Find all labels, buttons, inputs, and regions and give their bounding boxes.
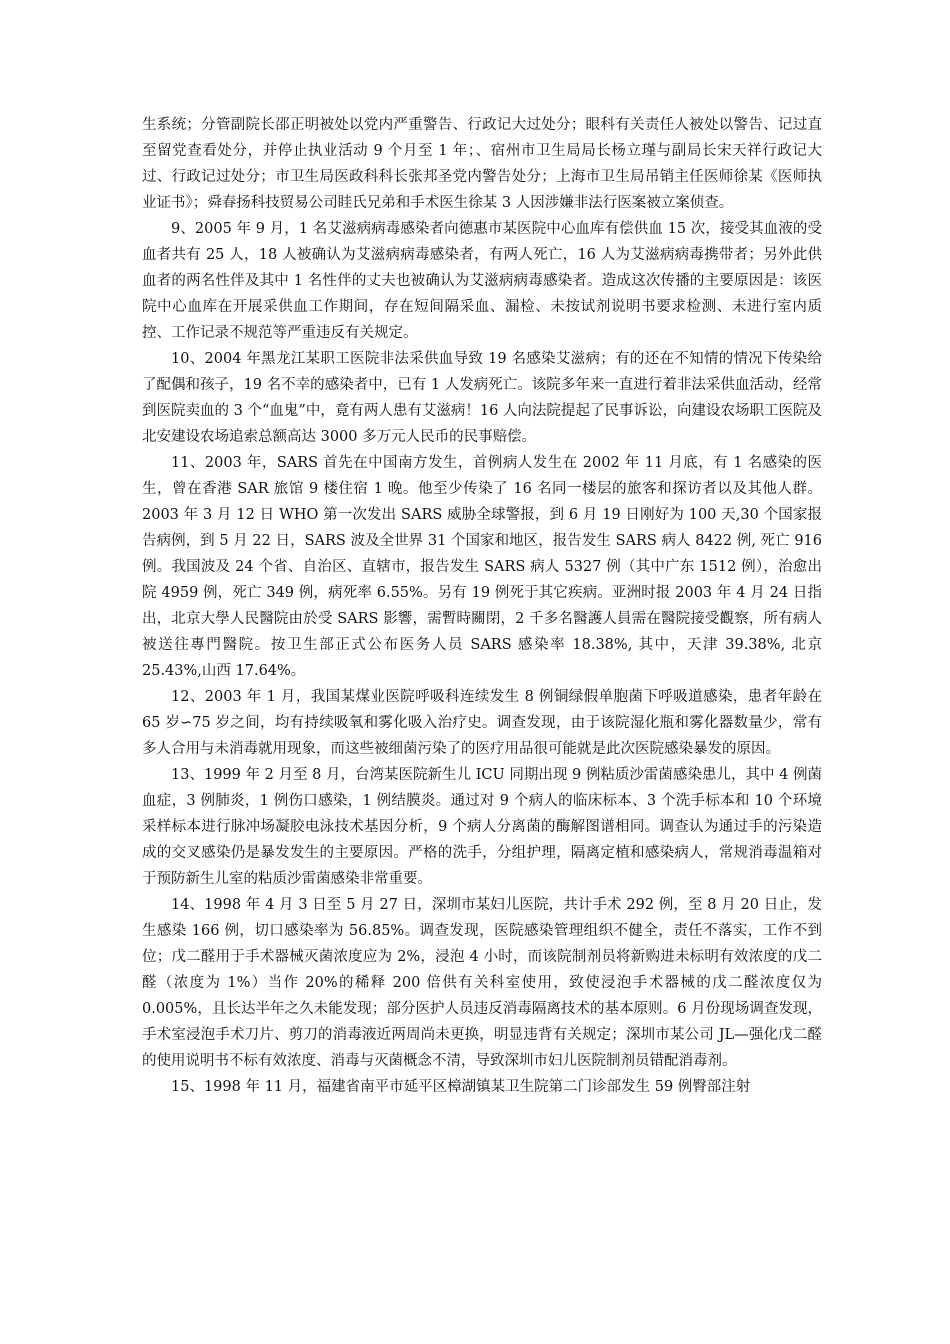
paragraph-continuation: 生系统；分管副院长邵正明被处以党内严重警告、行政记大过处分；眼科有关责任人被处以警告、记过直至留党查看处分，并停止执业活动 9 个月至 1 年；、宿州市卫生局局长杨立瑾与副局长宋天祥行政记大过、行政记过处分；市卫生局医政科科长张邦圣党内警告处分；上海市卫生局吊销主任医师徐某《医师执业证书》；舜春扬科技贸易公司眭氏兄弟和手术医生徐某 3 人因涉嫌非法行医案被立案侦查。 xyxy=(142,117,822,211)
paragraph-case-14: 14、1998 年 4 月 3 日至 5 月 27 日，深圳市某妇儿医院，共计手术 292 例，至 8 月 20 日止，发生感染 166 例，切口感染率为 56.85%。调查发现，医院感染管理组织不健全，责任不落实，工作不到位；戊二醛用于手术器械灭菌浓度应为 2%，浸泡 4 小时，而该院制剂员将新购进未标明有效浓度的戊二醛（浓度为 1%）当作 20%的稀释 200 倍供有关科室使用，致使浸泡手术器械的戊二醛浓度仅为 0.005%，且长达半年之久未能发现；部分医护人员违反消毒隔离技术的基本原则。6 月份现场调查发现，手术室浸泡手术刀片、剪刀的消毒液近两周尚未更换，明显违背有关规定；深圳市某公司 JL—强化戊二醛的使用说明书不标有效浓度、消毒与灭菌概念不清，导致深圳市妇儿医院制剂员错配消毒剂。 xyxy=(142,897,822,1069)
paragraph-case-15: 15、1998 年 11 月，福建省南平市延平区樟湖镇某卫生院第二门诊部发生 59 例臀部注射 xyxy=(171,1079,751,1095)
paragraph-case-12: 12、2003 年 1 月，我国某煤业医院呼吸科连续发生 8 例铜绿假单胞菌下呼吸道感染，患者年龄在 65 岁∽75 岁之间，均有持续吸氧和雾化吸入治疗史。调查发现，由于该院湿化瓶和雾化器数量少，常有多人合用与未消毒就用现象，而这些被细菌污染了的医疗用品很可能就是此次医院感染暴发的原因。 xyxy=(142,689,822,757)
document-page xyxy=(142,112,822,1100)
paragraph-case-11: 11、2003 年，SARS 首先在中国南方发生，首例病人发生在 2002 年 11 月底，有 1 名感染的医生，曾在香港 SAR 旅馆 9 楼住宿 1 晚。他至少传染了 16 名同一楼层的旅客和探访者以及其他人群。2003 年 3 月 12 日 WHO 第一次发出 SARS 威胁全球警报，到 6 月 19 日刚好为 100 天,30 个国家报告病例，到 5 月 22 日，SARS 波及全世界 31 个国家和地区，报告发生 SARS 病人 8422 例, 死亡 916 例。我国波及 24 个省、自治区、直辖市，报告发生 SARS 病人 5327 例（其中广东 1512 例），治愈出院 4959 例，死亡 349 例，病死率 6.55%。另有 19 例死于其它疾病。亚洲时报 2003 年 4 月 24 日指出，北京大學人民醫院由於受 SARS 影響，需暫時關閉，2 千多名醫護人員需在醫院接受觀察，所有病人被送往專門醫院。按卫生部正式公布医务人员 SARS 感染率 18.38%, 其中，天津 39.38%, 北京 25.43%,山西 17.64%。 xyxy=(142,455,822,679)
paragraph-case-9: 9、2005 年 9 月，1 名艾滋病病毒感染者向德惠市某医院中心血库有偿供血 15 次，接受其血液的受血者共有 25 人，18 人被确认为艾滋病病毒感染者，有两人死亡，16 人为艾滋病病毒携带者；另外此供血者的两名性伴及其中 1 名性伴的丈夫也被确认为艾滋病病毒感染者。造成这次传播的主要原因是：该医院中心血库在开展采供血工作期间，存在短间隔采血、漏检、未按试剂说明书要求检测、未进行室内质控、工作记录不规范等严重违反有关规定。 xyxy=(142,221,822,341)
paragraph-case-13: 13、1999 年 2 月至 8 月，台湾某医院新生儿 ICU 同期出现 9 例粘质沙雷菌感染患儿，其中 4 例菌血症，3 例肺炎，1 例伤口感染，1 例结膜炎。通过对 9 个病人的临床标本、3 个洗手标本和 10 个环境采样标本进行脉冲场凝胶电泳技术基因分析，9 个病人分离菌的酶解图谱相同。调查认为通过手的污染造成的交叉感染仍是暴发发生的主要原因。严格的洗手，分组护理，隔离定植和感染病人，常规消毒温箱对于预防新生儿室的粘质沙雷菌感染非常重要。 xyxy=(142,767,822,887)
paragraph-case-10: 10、2004 年黑龙江某职工医院非法采供血导致 19 名感染艾滋病；有的还在不知情的情况下传染给了配偶和孩子，19 名不幸的感染者中，已有 1 人发病死亡。该院多年来一直进行着非法采供血活动，经常到医院卖血的 3 个“血鬼”中，竟有两人患有艾滋病！16 人向法院提起了民事诉讼，向建设农场职工医院及北安建设农场追索总额高达 3000 多万元人民币的民事赔偿。 xyxy=(142,351,822,445)
